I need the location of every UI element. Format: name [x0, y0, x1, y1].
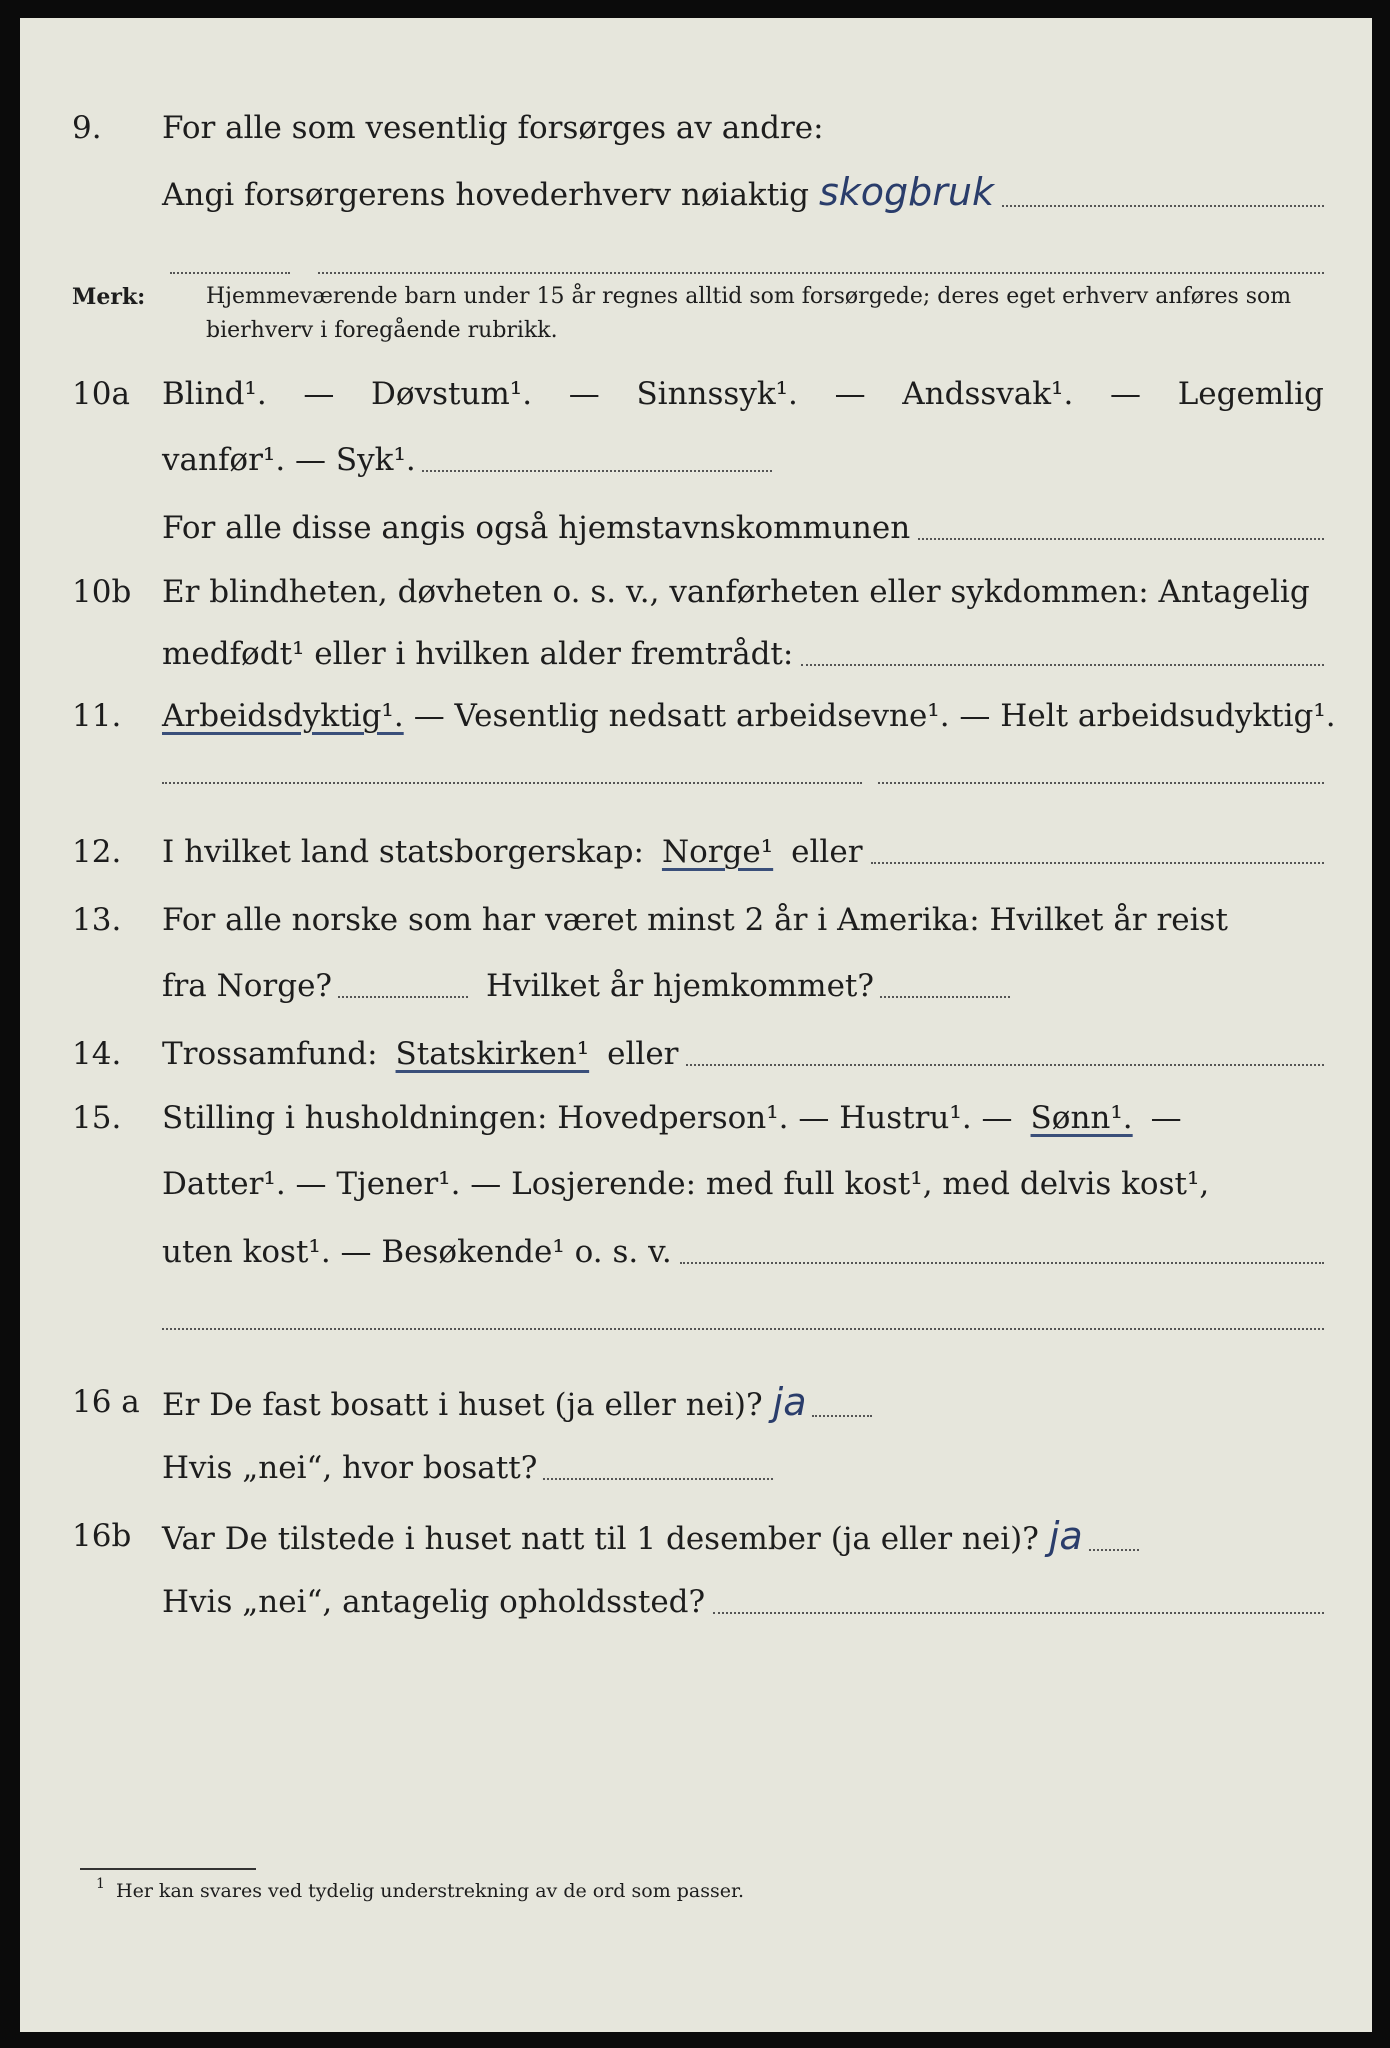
q9-answer-line[interactable] — [1002, 205, 1324, 207]
opt-andssvak[interactable]: Andssvak¹. — [902, 376, 1074, 412]
q16a-question: Er De fast bosatt i huset (ja eller nei)? — [162, 1387, 763, 1423]
q16b-line2 — [20, 1578, 1372, 1626]
opt-arbeidsdyktig[interactable]: Arbeidsdyktig¹. — [162, 698, 404, 734]
q13-question: For alle norske som har været minst 2 år i Amerika: Hvilket år reist — [162, 902, 1228, 938]
opt-sonn[interactable]: Sønn¹. — [1030, 1100, 1133, 1136]
q14-number: 14. — [72, 1036, 122, 1072]
opt-norge[interactable]: Norge¹ — [661, 834, 774, 870]
q12-line — [20, 828, 1372, 876]
dash-4: — — [1110, 376, 1142, 412]
dash-2: — — [568, 376, 600, 412]
q16b-opholdssted-label: Hvis „nei“, antagelig opholdssted? — [162, 1584, 706, 1620]
q9-question: For alle som vesentlig forsørges av andre: — [162, 110, 824, 146]
q9-extra-line-b[interactable] — [318, 272, 1324, 274]
merk-note — [72, 280, 1324, 348]
q13-line2 — [20, 962, 1372, 1010]
q10a-hjemstavn-label: For alle disse angis også hjemstavnskommunen — [162, 510, 911, 546]
q16b-question: Var De tilstede i huset natt til 1 desember (ja eller nei)? — [162, 1521, 1039, 1557]
q12-answer-line[interactable] — [871, 862, 1324, 864]
q12-question: I hvilket land statsborgerskap: — [162, 834, 644, 870]
q10b-question: Er blindheten, døvheten o. s. v., vanførheten eller sykdommen: Antagelig — [162, 574, 1310, 610]
q15-dash: — — [1150, 1100, 1182, 1136]
q10b-line2 — [20, 630, 1372, 678]
q10b-answer-line[interactable] — [801, 664, 1324, 666]
q14-eller: eller — [607, 1036, 679, 1072]
q10a-line2 — [20, 436, 1372, 484]
q16a-number: 16 a — [72, 1384, 140, 1420]
q16a-line2 — [20, 1444, 1372, 1492]
q10b-number: 10b — [72, 574, 132, 610]
q15-line2 — [20, 1160, 1372, 1208]
q10a-number: 10a — [72, 376, 130, 412]
q9-provider-answer[interactable]: skogbruk — [818, 170, 994, 214]
q10b-medfodt[interactable]: medfødt¹ eller i hvilken alder fremtrådt: — [162, 636, 794, 672]
q13-reist-label: fra Norge? — [162, 968, 333, 1004]
q14-answer-line[interactable] — [686, 1064, 1324, 1066]
q16a-answer[interactable]: ja — [772, 1380, 807, 1424]
footnote — [96, 1876, 745, 1902]
opt-legemlig[interactable]: Legemlig — [1177, 376, 1324, 412]
q13-number: 13. — [72, 902, 122, 938]
q13-hjemkommet-label: Hvilket år hjemkommet? — [486, 968, 875, 1004]
q10a-hjemstavn-line[interactable] — [918, 538, 1324, 540]
dash-3: — — [834, 376, 866, 412]
q11-number: 11. — [72, 698, 122, 734]
q13-line1 — [20, 896, 1372, 944]
opt-vanfor-syk[interactable]: vanfør¹. — Syk¹. — [162, 442, 416, 478]
q15-line1 — [20, 1094, 1372, 1142]
q14-line — [20, 1030, 1372, 1078]
q10a-line3 — [20, 504, 1372, 552]
q16a-line1 — [20, 1378, 1372, 1426]
q15-question[interactable]: Stilling i husholdningen: Hovedperson¹. — Hustru¹. — — [162, 1100, 1013, 1136]
opt-sinnssyk[interactable]: Sinnssyk¹. — [636, 376, 798, 412]
q15-answer-line[interactable] — [680, 1262, 1324, 1264]
q9-number: 9. — [72, 110, 102, 146]
q11-extra-line-b[interactable] — [878, 782, 1324, 784]
footnote-rule — [80, 1868, 256, 1870]
q16a-bosatt-label: Hvis „nei“, hvor bosatt? — [162, 1450, 538, 1486]
q13-reist-line[interactable] — [338, 996, 468, 998]
q16a-bosatt-line[interactable] — [543, 1478, 773, 1480]
q10a-line1 — [20, 370, 1372, 418]
q10b-line1 — [20, 568, 1372, 616]
q9-line2 — [20, 168, 1372, 216]
merk-text: Hjemmeværende barn under 15 år regnes alltid som forsørgede; deres eget erhverv anføres som bierhverv i foregående rubrikk. — [206, 284, 1292, 343]
opt-dovstum[interactable]: Døvstum¹. — [371, 376, 533, 412]
q15-options-2[interactable]: Datter¹. — Tjener¹. — Losjerende: med full kost¹, med delvis kost¹, — [162, 1166, 1210, 1202]
q11-extra-line-a[interactable] — [162, 782, 862, 784]
q15-number: 15. — [72, 1100, 122, 1136]
opt-statskirken[interactable]: Statskirken¹ — [395, 1036, 590, 1072]
q9-extra-line-a[interactable] — [170, 272, 290, 274]
q16b-number: 16b — [72, 1518, 132, 1554]
q16b-line1 — [20, 1512, 1372, 1560]
q9-provider-label: Angi forsørgerens hovederhverv nøiaktig — [162, 177, 809, 213]
q14-question: Trossamfund: — [162, 1036, 378, 1072]
q16b-opholdssted-line[interactable] — [713, 1612, 1324, 1614]
dash-1: — — [303, 376, 335, 412]
q15-extra-line[interactable] — [162, 1328, 1324, 1330]
q9-line1 — [20, 104, 1372, 152]
opt-arbeidsevne[interactable]: — Vesentlig nedsatt arbeidsevne¹. — Helt arbeidsudyktig¹. — [413, 698, 1336, 734]
q15-options-3[interactable]: uten kost¹. — Besøkende¹ o. s. v. — [162, 1234, 672, 1270]
q10a-answer-line[interactable] — [422, 470, 772, 472]
q16b-answer-line[interactable] — [1089, 1549, 1139, 1551]
opt-blind[interactable]: Blind¹. — [162, 376, 267, 412]
q13-hjemkommet-line[interactable] — [880, 996, 1010, 998]
census-form-page — [20, 18, 1372, 2032]
footnote-text: Her kan svares ved tydelig understrekning av de ord som passer. — [116, 1880, 745, 1902]
q12-eller: eller — [791, 834, 863, 870]
q11-line — [20, 692, 1372, 740]
q16b-answer[interactable]: ja — [1048, 1514, 1083, 1558]
q16a-answer-line[interactable] — [812, 1415, 872, 1417]
q12-number: 12. — [72, 834, 122, 870]
q15-line3 — [20, 1228, 1372, 1276]
merk-label: Merk: — [72, 284, 146, 310]
footnote-mark: 1 — [96, 1876, 105, 1892]
